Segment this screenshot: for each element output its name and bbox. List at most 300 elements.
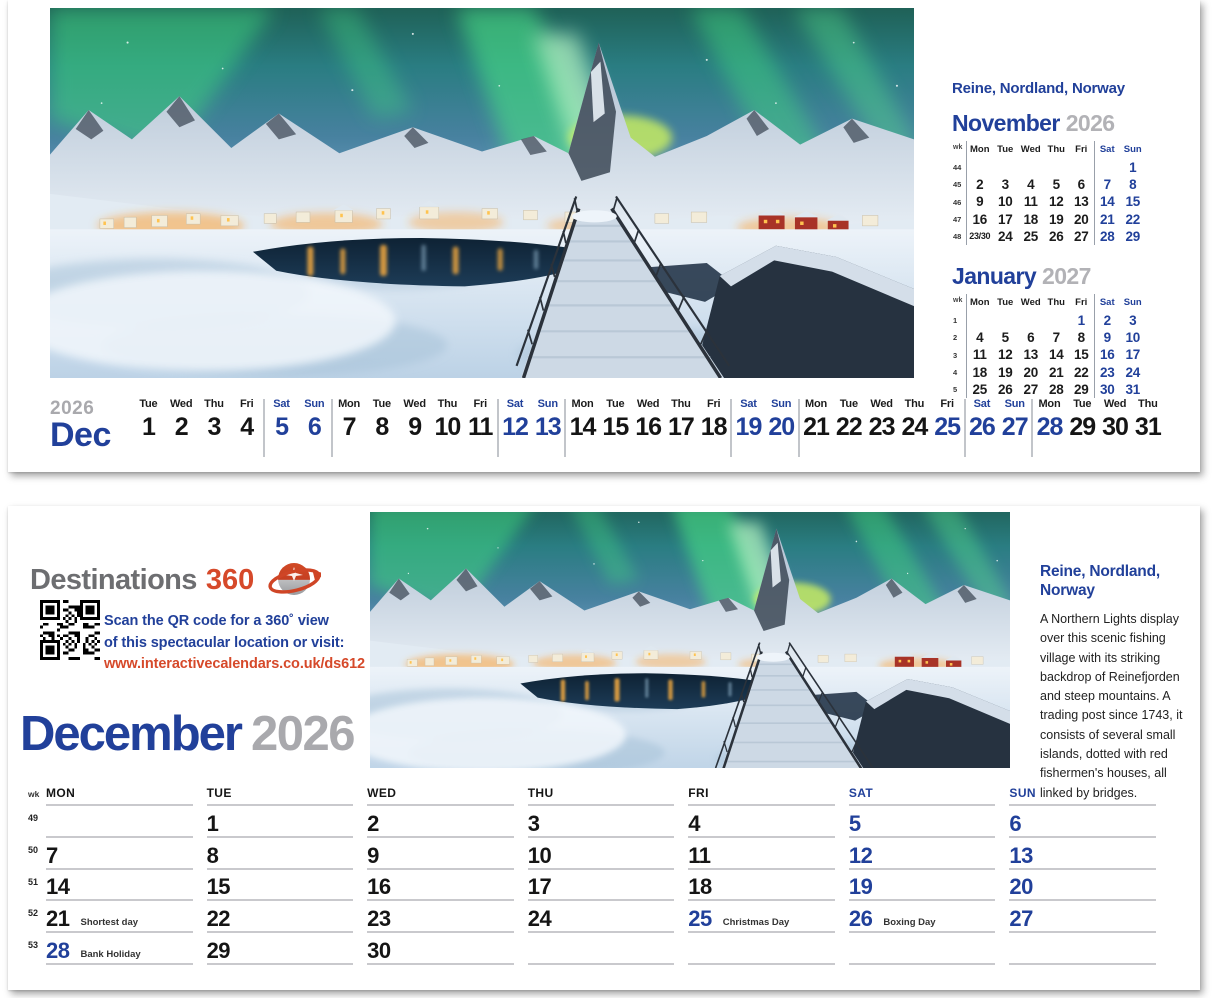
mini-day-cell: 2 [1103, 313, 1111, 329]
mini-day-cell: 26 [1049, 228, 1064, 244]
strip-day-name: Sat [506, 398, 524, 410]
grid-day-number: 7 [46, 842, 58, 868]
strip-day-name: Thu [671, 398, 691, 410]
strip-day-name: Sat [740, 398, 757, 410]
strip-day [765, 398, 798, 457]
mini-day-cell: 5 [1052, 177, 1060, 193]
strip-day-name: Fri [473, 398, 487, 410]
grid-day-cell [528, 870, 675, 902]
strip-day-name: Sat [273, 398, 290, 410]
strip-day [998, 398, 1031, 457]
strip-day [966, 398, 999, 457]
strip-day [230, 398, 263, 457]
strip-day [165, 398, 198, 457]
strip-day [298, 398, 331, 457]
strip-day [398, 398, 431, 457]
grid-day-cell [367, 806, 514, 838]
mini-day-cell: 16 [1100, 347, 1115, 363]
grid-day-cell [46, 870, 193, 902]
mini-day-cell [1095, 159, 1121, 176]
grid-day-cell [207, 806, 354, 838]
mini-day-header: Fri [1069, 141, 1095, 159]
mini-day-cell: 4 [1027, 177, 1035, 193]
grid-day-number: 12 [848, 842, 873, 868]
strip-day-number: 17 [667, 413, 694, 441]
grid-day-header: SAT [849, 780, 996, 806]
grid-day-header: FRI [688, 780, 835, 806]
strip-day [898, 398, 931, 457]
mini-day-cell: 7 [1103, 177, 1111, 193]
mini-month-name: November [952, 110, 1060, 136]
grid-day-cell [688, 838, 835, 870]
mini-day-header: Mon [969, 144, 990, 155]
grid-day-number: 5 [848, 810, 861, 836]
mini-day-cell: 21 [1049, 364, 1064, 380]
mini-day-cell: 7 [1052, 330, 1060, 346]
mini-day-cell: 12 [1049, 194, 1064, 210]
grid-day-cell [1009, 806, 1156, 838]
grid-day-cell [528, 838, 675, 870]
mini-day-header: Wed [1020, 297, 1041, 309]
mini-day-cell: 4 [976, 330, 984, 346]
strip-day-name: Mon [805, 398, 828, 410]
mini-day-header: Sat [1099, 297, 1115, 309]
strip-day-number: 20 [768, 413, 795, 441]
landscape-photo-small [370, 512, 1010, 768]
mini-day-cell: 6 [1027, 330, 1035, 346]
grid-week-number: 52 [28, 908, 39, 919]
strip-day [431, 398, 464, 457]
grid-day-cell [849, 806, 996, 838]
strip-day-name: Wed [870, 398, 893, 410]
strip-day-number: 19 [735, 413, 762, 441]
month-grid [28, 780, 1170, 965]
strip-days [132, 398, 1164, 457]
strip-day-number: 2 [174, 413, 188, 441]
mini-day-cell [1069, 159, 1095, 176]
mini-day-cell: 24 [998, 228, 1013, 244]
grid-day-number: 23 [367, 906, 391, 932]
strip-day-number: 15 [602, 413, 629, 441]
mini-day-cell: 10 [1125, 330, 1140, 346]
grid-week-number: 49 [28, 813, 39, 823]
strip-day [732, 398, 765, 457]
grid-day-number: 30 [367, 937, 391, 963]
grid-day-number: 4 [688, 810, 701, 836]
grid-day-header: WED [367, 780, 514, 806]
strip-day-name: Mon [1038, 398, 1061, 410]
strip-day-number: 29 [1069, 413, 1096, 441]
calendar-front-panel [8, 0, 1200, 472]
grid-day-number: 2 [367, 810, 379, 836]
landscape-photo-large [50, 8, 914, 378]
strip-day-number: 5 [275, 413, 288, 441]
mini-day-cell: 3 [1129, 313, 1137, 329]
grid-day-note: Christmas Day [722, 917, 790, 929]
mini-day-cell: 10 [998, 194, 1013, 210]
strip-day [365, 398, 398, 457]
grid-day-cell [1009, 933, 1156, 965]
mini-day-cell: 27 [1069, 228, 1095, 245]
mini-month-year: 2027 [1042, 263, 1091, 290]
grid-day-number: 17 [527, 874, 552, 900]
location-info-title-line2: Norway [1040, 582, 1095, 599]
grid-day-cell [46, 901, 193, 933]
mini-day-header: Thu [1047, 297, 1065, 309]
grid-wk-header: wk [28, 789, 40, 799]
strip-day-name: Wed [403, 398, 426, 410]
mini-day-cell [967, 159, 993, 176]
strip-day-number: 12 [502, 413, 528, 441]
grid-day-number: 13 [1009, 842, 1033, 868]
grid-day-number: 3 [527, 810, 540, 836]
strip-day-number: 6 [307, 413, 321, 441]
mini-week-number: 3 [952, 346, 967, 363]
mini-day-header: Mon [969, 297, 990, 309]
strip-day [333, 398, 366, 457]
grid-day-number: 1 [206, 810, 219, 836]
mini-day-cell: 9 [976, 194, 984, 210]
mini-day-cell: 9 [1103, 330, 1111, 346]
mini-day-cell: 29 [1125, 228, 1140, 244]
strip-day [1099, 398, 1132, 457]
grid-day-number: 28 [46, 937, 70, 963]
mini-calendar-table [952, 294, 1160, 398]
strip-day-number: 3 [207, 413, 221, 441]
mini-day-cell: 17 [998, 211, 1013, 227]
mini-wk-header: wk [952, 294, 967, 312]
grid-day-number: 29 [206, 937, 231, 963]
grid-day-header: THU [528, 780, 675, 806]
scan-url: www.interactivecalendars.co.uk/ds612 [104, 656, 366, 672]
scan-line-1: Scan the QR code for a 360˚ view [104, 613, 329, 629]
strip-day-name: Sun [771, 398, 792, 410]
mini-day-cell: 14 [1049, 347, 1064, 363]
strip-day-number: 13 [534, 413, 561, 441]
strip-day-number: 18 [700, 413, 727, 441]
strip-day-number: 27 [1001, 413, 1028, 441]
grid-day-header: SUN [1009, 780, 1156, 806]
mini-day-cell: 23 [1100, 364, 1115, 380]
strip-day-number: 11 [467, 413, 493, 441]
mini-day-cell: 28 [1049, 381, 1064, 397]
mini-day-cell: 11 [972, 347, 987, 363]
grid-day-cell [849, 933, 996, 965]
mini-day-cell: 14 [1100, 194, 1115, 210]
strip-day-number: 30 [1102, 413, 1128, 441]
globe-plane-icon [267, 556, 321, 607]
mini-wk-header: wk [952, 141, 967, 159]
strip-day-number: 28 [1036, 413, 1063, 441]
grid-day-cell [367, 838, 514, 870]
mini-day-cell: 25 [972, 381, 987, 397]
strip-day-number: 16 [635, 413, 662, 441]
strip-day-number: 1 [141, 413, 155, 441]
mini-day-cell: 22 [1125, 211, 1140, 227]
strip-day-name: Tue [606, 398, 625, 410]
mini-day-header: Tue [997, 297, 1014, 309]
mini-day-cell: 11 [1023, 194, 1038, 210]
mini-day-cell [1044, 312, 1070, 329]
mini-week-number: 46 [952, 193, 967, 210]
mini-day-cell: 21 [1100, 211, 1115, 227]
strip-day-name: Fri [240, 398, 254, 410]
grid-day-cell [207, 870, 354, 902]
qr-code [40, 600, 100, 660]
strip-day-name: Wed [636, 398, 660, 410]
mini-week-number: 48 [952, 228, 967, 245]
grid-week-number: 51 [28, 876, 39, 887]
strip-day-number: 9 [408, 413, 422, 441]
location-info-title [1040, 562, 1192, 600]
mini-day-cell: 8 [1069, 329, 1095, 346]
strip-day-number: 10 [434, 413, 461, 441]
mini-day-header: Sun [1123, 297, 1142, 309]
strip-day [599, 398, 632, 457]
grid-day-cell [207, 933, 354, 965]
mini-calendar-column [952, 80, 1160, 398]
mini-day-cell: 8 [1129, 177, 1137, 193]
grid-day-number: 20 [1009, 874, 1033, 900]
mini-day-cell: 20 [1069, 211, 1095, 228]
grid-day-cell [367, 901, 514, 933]
strip-day-name: Thu [437, 398, 458, 410]
page-title [20, 706, 354, 762]
strip-day-number: 24 [901, 413, 928, 441]
grid-day-note: Boxing Day [883, 917, 936, 929]
mini-week-number: 45 [952, 176, 967, 193]
mini-week-number: 4 [952, 364, 967, 381]
grid-day-number: 16 [367, 874, 391, 900]
grid-day-number: 10 [527, 842, 552, 868]
strip-day-name: Sun [304, 398, 325, 410]
mini-day-cell [1044, 159, 1070, 176]
mini-day-cell: 18 [1023, 211, 1038, 227]
grid-day-cell [1009, 838, 1156, 870]
grid-week-number: 53 [28, 940, 39, 951]
mini-day-cell: 16 [972, 211, 987, 227]
mini-day-cell: 15 [1125, 194, 1140, 210]
location-info [1040, 562, 1192, 803]
strip-day-name: Sun [537, 398, 558, 410]
location-label: Reine, Nordland, Norway [952, 80, 1125, 97]
strip-day [1033, 398, 1066, 457]
strip-day [697, 398, 730, 457]
mini-day-cell: 1 [1129, 160, 1137, 175]
mini-day-cell: 18 [972, 364, 987, 380]
mini-calendar-november [952, 110, 1160, 245]
mini-calendar-table [952, 141, 1160, 245]
mini-day-cell: 29 [1069, 381, 1095, 398]
mini-day-cell [993, 312, 1019, 329]
mini-day-cell: 12 [998, 347, 1013, 363]
mini-day-cell: 1 [1069, 312, 1095, 329]
calendar-main-panel [8, 506, 1200, 990]
strip-day-number: 22 [835, 413, 862, 441]
mini-day-cell [967, 312, 993, 329]
strip-day-name: Mon [571, 398, 594, 410]
strip-day-name: Wed [1103, 398, 1127, 410]
grid-day-cell [849, 838, 996, 870]
mini-week-number: 44 [952, 159, 967, 176]
grid-day-header: MON [46, 780, 193, 806]
mini-day-header: Wed [1020, 144, 1041, 155]
mini-week-number: 1 [952, 312, 967, 329]
strip-day-number: 14 [569, 413, 596, 441]
strip-day-number: 23 [868, 413, 895, 441]
strip-day-number: 4 [240, 413, 254, 441]
mini-day-cell: 23/30 [969, 230, 991, 241]
strip-day-number: 31 [1134, 413, 1161, 441]
mini-week-number: 47 [952, 211, 967, 228]
grid-day-header: TUE [207, 780, 354, 806]
grid-week-number: 50 [28, 844, 39, 855]
grid-day-number: 22 [206, 906, 231, 932]
grid-day-cell [1009, 901, 1156, 933]
strip-day-name: Mon [338, 398, 361, 410]
month-date-strip [50, 398, 1164, 457]
strip-year: 2026 [50, 398, 95, 419]
strip-day [1131, 398, 1164, 457]
grid-day-cell [849, 870, 996, 902]
mini-day-header: Thu [1047, 144, 1065, 155]
strip-day-name: Fri [706, 398, 721, 410]
strip-day-name: Sat [973, 398, 991, 410]
grid-day-cell [528, 933, 675, 965]
strip-day-number: 26 [969, 413, 995, 441]
mini-week-number: 2 [952, 329, 967, 346]
location-info-title-line1: Reine, Nordland, [1040, 563, 1160, 580]
strip-month-label [50, 398, 132, 457]
grid-day-number: 19 [848, 874, 873, 900]
mini-day-cell: 20 [1023, 364, 1038, 380]
strip-day-name: Tue [1073, 398, 1092, 410]
mini-day-cell: 6 [1069, 176, 1095, 193]
mini-month-year: 2026 [1065, 110, 1115, 136]
strip-day-name: Thu [904, 398, 925, 410]
mini-day-header: Fri [1069, 294, 1095, 312]
grid-day-cell [367, 933, 514, 965]
mini-day-cell [1018, 159, 1044, 176]
strip-day-number: 25 [934, 413, 961, 441]
mini-day-header: Sat [1099, 144, 1115, 155]
strip-day [931, 398, 964, 457]
location-description: A Northern Lights display over this scenic fishing village with its striking backdrop of Reinefjorden and steep mountains. A trading post since 1743, it consists of several small islands, dotted with red fishermen's houses, all linked by bridges. [1040, 612, 1183, 800]
grid-day-number: 18 [688, 874, 712, 900]
aurora-village-scene [370, 512, 1010, 768]
mini-day-cell: 19 [1049, 211, 1064, 227]
strip-day-name: Sun [1004, 398, 1025, 410]
strip-day [832, 398, 865, 457]
grid-day-note: Shortest day [80, 917, 139, 929]
brand-name: Destinations [30, 564, 197, 596]
mini-day-cell: 17 [1125, 347, 1140, 363]
mini-month-name: January [952, 263, 1037, 290]
grid-day-number: 24 [527, 906, 552, 932]
grid-day-cell [849, 901, 996, 933]
mini-day-cell: 25 [1023, 228, 1038, 244]
strip-day [665, 398, 698, 457]
mini-day-cell: 15 [1069, 346, 1095, 363]
strip-day [865, 398, 898, 457]
strip-day [198, 398, 231, 457]
title-month: December [20, 707, 241, 761]
strip-day [632, 398, 665, 457]
mini-day-cell: 5 [1001, 330, 1009, 346]
strip-day-number: 8 [375, 413, 389, 441]
strip-day-number: 7 [342, 413, 356, 441]
grid-day-cell [688, 933, 835, 965]
mini-day-cell: 13 [1069, 193, 1095, 210]
aurora-village-scene [50, 8, 914, 378]
strip-day [464, 398, 497, 457]
scan-line-2: of this spectacular location or visit: [104, 634, 345, 651]
mini-day-cell: 30 [1100, 381, 1115, 397]
grid-day-number: 9 [367, 842, 379, 868]
grid-day-number: 11 [688, 842, 711, 868]
title-year: 2026 [250, 707, 354, 761]
brand-number: 360 [205, 564, 255, 596]
mini-day-cell [993, 159, 1019, 176]
mini-calendar-heading [952, 110, 1160, 137]
grid-day-cell [367, 870, 514, 902]
mini-week-number: 5 [952, 381, 967, 398]
strip-day [531, 398, 564, 457]
grid-day-cell [688, 901, 835, 933]
grid-day-number: 15 [206, 874, 231, 900]
mini-day-cell: 26 [998, 381, 1013, 397]
grid-day-number: 6 [1009, 810, 1022, 836]
mini-calendar-heading [952, 263, 1160, 290]
strip-day [265, 398, 298, 457]
grid-day-cell [528, 806, 675, 838]
grid-day-note: Bank Holiday [80, 948, 141, 960]
mini-day-cell: 27 [1023, 381, 1038, 397]
grid-day-cell [46, 838, 193, 870]
mini-day-cell [1018, 312, 1044, 329]
strip-day-name: Fri [940, 398, 954, 410]
mini-day-cell: 19 [998, 364, 1013, 380]
grid-day-number: 21 [46, 906, 70, 932]
strip-day-name: Thu [1138, 398, 1158, 410]
grid-day-number: 25 [688, 906, 712, 932]
mini-day-cell: 22 [1069, 364, 1095, 381]
scan-instructions [104, 611, 365, 676]
strip-day-number: 21 [803, 413, 829, 441]
mini-day-cell: 2 [976, 177, 984, 193]
strip-month: Dec [50, 416, 111, 454]
strip-day [132, 398, 165, 457]
strip-day [566, 398, 599, 457]
strip-day [800, 398, 833, 457]
mini-calendar-january [952, 263, 1160, 398]
mini-day-cell: 13 [1023, 347, 1038, 363]
grid-day-number: 26 [848, 906, 873, 932]
grid-day-cell [46, 806, 193, 838]
grid-day-cell [207, 838, 354, 870]
strip-day-name: Tue [372, 398, 391, 410]
strip-day-name: Tue [139, 398, 158, 410]
mini-day-header: Sun [1123, 144, 1142, 155]
mini-day-cell: 24 [1125, 364, 1140, 380]
grid-day-cell [46, 933, 193, 965]
grid-day-cell [688, 870, 835, 902]
strip-day [499, 398, 532, 457]
grid-day-cell [688, 806, 835, 838]
mini-day-cell: 3 [1001, 177, 1009, 193]
grid-day-number: 27 [1009, 906, 1033, 932]
grid-day-number: 14 [46, 874, 70, 900]
